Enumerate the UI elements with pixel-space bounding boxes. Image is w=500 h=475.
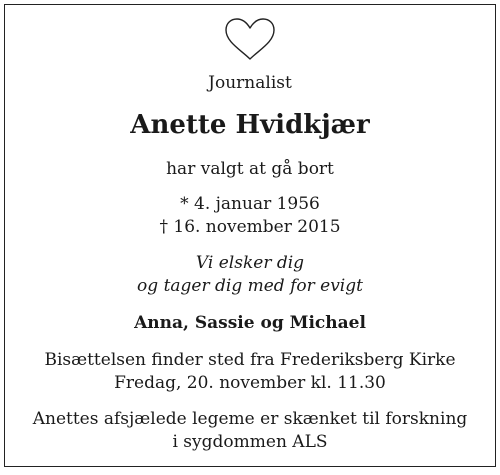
quote-line: og tager dig med for evigt — [137, 276, 363, 296]
birth-date: * 4. januar 1956 — [180, 194, 320, 214]
obituary-notice — [4, 4, 496, 467]
donation-info-line: Anettes afsjælede legeme er skænket til forskning — [32, 409, 468, 429]
heart-icon — [223, 16, 277, 62]
death-date: † 16. november 2015 — [159, 217, 341, 237]
donation-info-line: i sygdommen ALS — [172, 432, 328, 452]
passed-away-line: har valgt at gå bort — [166, 159, 334, 179]
funeral-info-line: Bisættelsen finder sted fra Frederiksberg Kirke — [44, 350, 456, 370]
funeral-info-line: Fredag, 20. november kl. 11.30 — [114, 373, 386, 393]
profession-label: Journalist — [208, 73, 292, 93]
quote-line: Vi elsker dig — [195, 253, 305, 273]
mourners-names: Anna, Sassie og Michael — [134, 313, 366, 333]
deceased-name: Anette Hvidkjær — [130, 110, 370, 140]
